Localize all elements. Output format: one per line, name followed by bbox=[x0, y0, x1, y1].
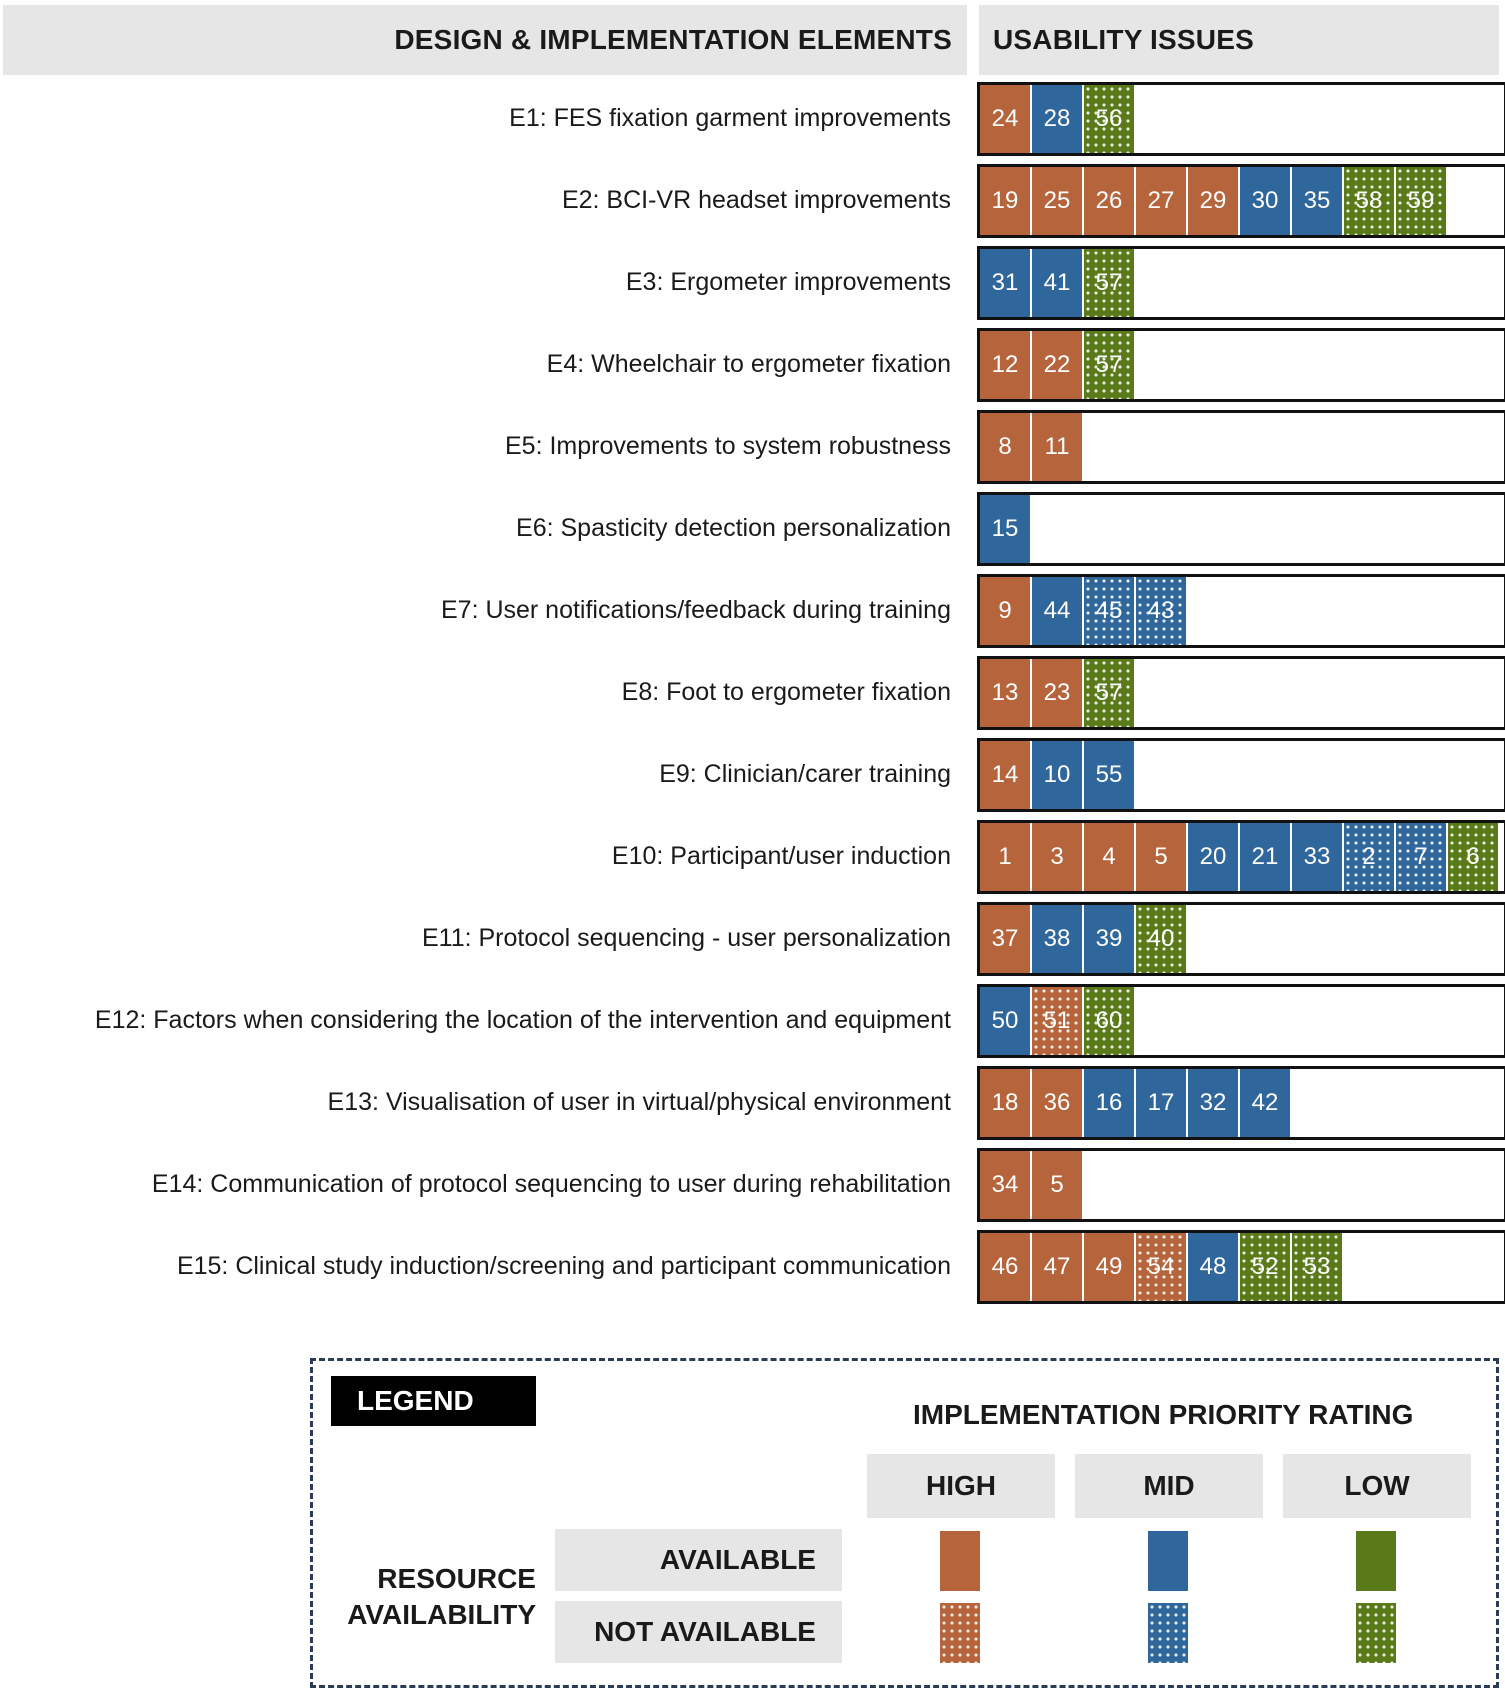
legend-col-mid: MID bbox=[1075, 1454, 1263, 1518]
issue-cell: 47 bbox=[1032, 1233, 1082, 1301]
issue-cell: 33 bbox=[1292, 823, 1342, 891]
issue-cell: 58 bbox=[1344, 167, 1394, 235]
issue-cell: 54 bbox=[1136, 1233, 1186, 1301]
element-label: E1: FES fixation garment improvements bbox=[509, 104, 951, 132]
legend-resource-title: RESOURCE AVAILABILITY bbox=[347, 1563, 536, 1630]
issue-cell: 11 bbox=[1032, 413, 1082, 481]
legend-swatch-mid-not-available bbox=[1148, 1603, 1188, 1663]
issue-cell: 10 bbox=[1032, 741, 1082, 809]
issue-cell: 20 bbox=[1188, 823, 1238, 891]
element-row bbox=[0, 984, 1505, 1056]
issue-cell: 35 bbox=[1292, 167, 1342, 235]
element-label: E2: BCI-VR headset improvements bbox=[561, 186, 951, 214]
legend-col-low: LOW bbox=[1283, 1454, 1471, 1518]
issue-cell: 3 bbox=[1032, 823, 1082, 891]
legend bbox=[310, 1358, 1499, 1688]
element-row bbox=[0, 82, 1505, 154]
legend-swatch-high-not-available bbox=[940, 1603, 980, 1663]
issue-cell: 23 bbox=[1032, 659, 1082, 727]
element-row bbox=[0, 1148, 1505, 1220]
element-label: E6: Spasticity detection personalization bbox=[516, 514, 951, 542]
issues-box bbox=[977, 1148, 1505, 1222]
issue-cell: 48 bbox=[1188, 1233, 1238, 1301]
issue-cell: 22 bbox=[1032, 331, 1082, 399]
element-label: E5: Improvements to system robustness bbox=[504, 432, 951, 460]
element-label: E15: Clinical study induction/screening and participant communication bbox=[176, 1252, 951, 1280]
issue-cell: 16 bbox=[1084, 1069, 1134, 1137]
element-row bbox=[0, 738, 1505, 810]
element-row bbox=[0, 328, 1505, 400]
issue-cell: 39 bbox=[1084, 905, 1134, 973]
issue-cell: 21 bbox=[1240, 823, 1290, 891]
issue-cell: 27 bbox=[1136, 167, 1186, 235]
issues-box bbox=[977, 82, 1505, 156]
issue-cell: 26 bbox=[1084, 167, 1134, 235]
elements-header-text: DESIGN & IMPLEMENTATION ELEMENTS bbox=[394, 24, 952, 55]
issues-box bbox=[977, 410, 1505, 484]
issues-box bbox=[977, 574, 1505, 648]
element-label: E3: Ergometer improvements bbox=[625, 268, 951, 296]
issue-cell: 50 bbox=[980, 987, 1030, 1055]
element-row bbox=[0, 492, 1505, 564]
issues-box bbox=[977, 246, 1505, 320]
issues-box bbox=[977, 820, 1505, 894]
issue-cell: 42 bbox=[1240, 1069, 1290, 1137]
issue-cell: 57 bbox=[1084, 659, 1134, 727]
element-label: E9: Clinician/carer training bbox=[659, 760, 951, 788]
element-label: E13: Visualisation of user in virtual/physical environment bbox=[327, 1088, 951, 1116]
issues-box bbox=[977, 738, 1505, 812]
issue-cell: 8 bbox=[980, 413, 1030, 481]
issue-cell: 2 bbox=[1344, 823, 1394, 891]
issue-cell: 17 bbox=[1136, 1069, 1186, 1137]
issue-cell: 43 bbox=[1136, 577, 1186, 645]
issue-cell: 29 bbox=[1188, 167, 1238, 235]
legend-swatch-low-not-available bbox=[1356, 1603, 1396, 1663]
issue-cell: 55 bbox=[1084, 741, 1134, 809]
issue-cell: 52 bbox=[1240, 1233, 1290, 1301]
issue-cell: 4 bbox=[1084, 823, 1134, 891]
issue-cell: 6 bbox=[1448, 823, 1498, 891]
issue-cell: 56 bbox=[1084, 85, 1134, 153]
legend-swatch-mid-available bbox=[1148, 1531, 1188, 1591]
issues-box bbox=[977, 164, 1505, 238]
issue-cell: 57 bbox=[1084, 331, 1134, 399]
issue-cell: 57 bbox=[1084, 249, 1134, 317]
issue-cell: 45 bbox=[1084, 577, 1134, 645]
issue-cell: 40 bbox=[1136, 905, 1186, 973]
issue-cell: 9 bbox=[980, 577, 1030, 645]
issue-cell: 59 bbox=[1396, 167, 1446, 235]
legend-title: LEGEND bbox=[331, 1376, 536, 1426]
issues-box bbox=[977, 1066, 1505, 1140]
element-row bbox=[0, 1066, 1505, 1138]
issue-cell: 36 bbox=[1032, 1069, 1082, 1137]
issues-header bbox=[979, 5, 1499, 75]
issue-cell: 25 bbox=[1032, 167, 1082, 235]
issue-cell: 19 bbox=[980, 167, 1030, 235]
issues-box bbox=[977, 902, 1505, 976]
element-row bbox=[0, 164, 1505, 236]
issue-cell: 14 bbox=[980, 741, 1030, 809]
element-row bbox=[0, 902, 1505, 974]
element-label: E11: Protocol sequencing - user personalization bbox=[421, 924, 951, 952]
issue-cell: 15 bbox=[980, 495, 1030, 563]
elements-header bbox=[3, 5, 967, 75]
issue-cell: 5 bbox=[1032, 1151, 1082, 1219]
issue-cell: 28 bbox=[1032, 85, 1082, 153]
legend-priority-title: IMPLEMENTATION PRIORITY RATING bbox=[913, 1399, 1414, 1430]
element-label: E7: User notifications/feedback during training bbox=[440, 596, 951, 624]
issue-cell: 37 bbox=[980, 905, 1030, 973]
legend-swatch-low-available bbox=[1356, 1531, 1396, 1591]
element-label: E12: Factors when considering the location of the intervention and equipment bbox=[94, 1006, 951, 1034]
element-row bbox=[0, 656, 1505, 728]
element-label: E8: Foot to ergometer fixation bbox=[621, 678, 951, 706]
issue-cell: 18 bbox=[980, 1069, 1030, 1137]
issues-header-text: USABILITY ISSUES bbox=[993, 24, 1254, 55]
element-row bbox=[0, 410, 1505, 482]
element-row bbox=[0, 246, 1505, 318]
issue-cell: 31 bbox=[980, 249, 1030, 317]
issues-box bbox=[977, 656, 1505, 730]
issue-cell: 60 bbox=[1084, 987, 1134, 1055]
issue-cell: 12 bbox=[980, 331, 1030, 399]
legend-row-not-available: NOT AVAILABLE bbox=[555, 1601, 842, 1663]
legend-col-high: HIGH bbox=[867, 1454, 1055, 1518]
issue-cell: 13 bbox=[980, 659, 1030, 727]
issues-box bbox=[977, 984, 1505, 1058]
issue-cell: 38 bbox=[1032, 905, 1082, 973]
issue-cell: 5 bbox=[1136, 823, 1186, 891]
element-label: E14: Communication of protocol sequencing to user during rehabilitation bbox=[151, 1170, 951, 1198]
issues-box bbox=[977, 492, 1505, 566]
element-row bbox=[0, 1230, 1505, 1302]
issue-cell: 1 bbox=[980, 823, 1030, 891]
element-row bbox=[0, 820, 1505, 892]
element-label: E4: Wheelchair to ergometer fixation bbox=[546, 350, 951, 378]
issue-cell: 49 bbox=[1084, 1233, 1134, 1301]
issue-cell: 30 bbox=[1240, 167, 1290, 235]
issue-cell: 32 bbox=[1188, 1069, 1238, 1137]
issue-cell: 51 bbox=[1032, 987, 1082, 1055]
issues-box bbox=[977, 1230, 1505, 1304]
issue-cell: 7 bbox=[1396, 823, 1446, 891]
legend-row-available: AVAILABLE bbox=[555, 1529, 842, 1591]
issue-cell: 46 bbox=[980, 1233, 1030, 1301]
issues-box bbox=[977, 328, 1505, 402]
legend-swatch-high-available bbox=[940, 1531, 980, 1591]
issue-cell: 41 bbox=[1032, 249, 1082, 317]
issue-cell: 53 bbox=[1292, 1233, 1342, 1301]
element-row bbox=[0, 574, 1505, 646]
issue-cell: 24 bbox=[980, 85, 1030, 153]
issue-cell: 34 bbox=[980, 1151, 1030, 1219]
element-label: E10: Participant/user induction bbox=[611, 842, 951, 870]
issue-cell: 44 bbox=[1032, 577, 1082, 645]
